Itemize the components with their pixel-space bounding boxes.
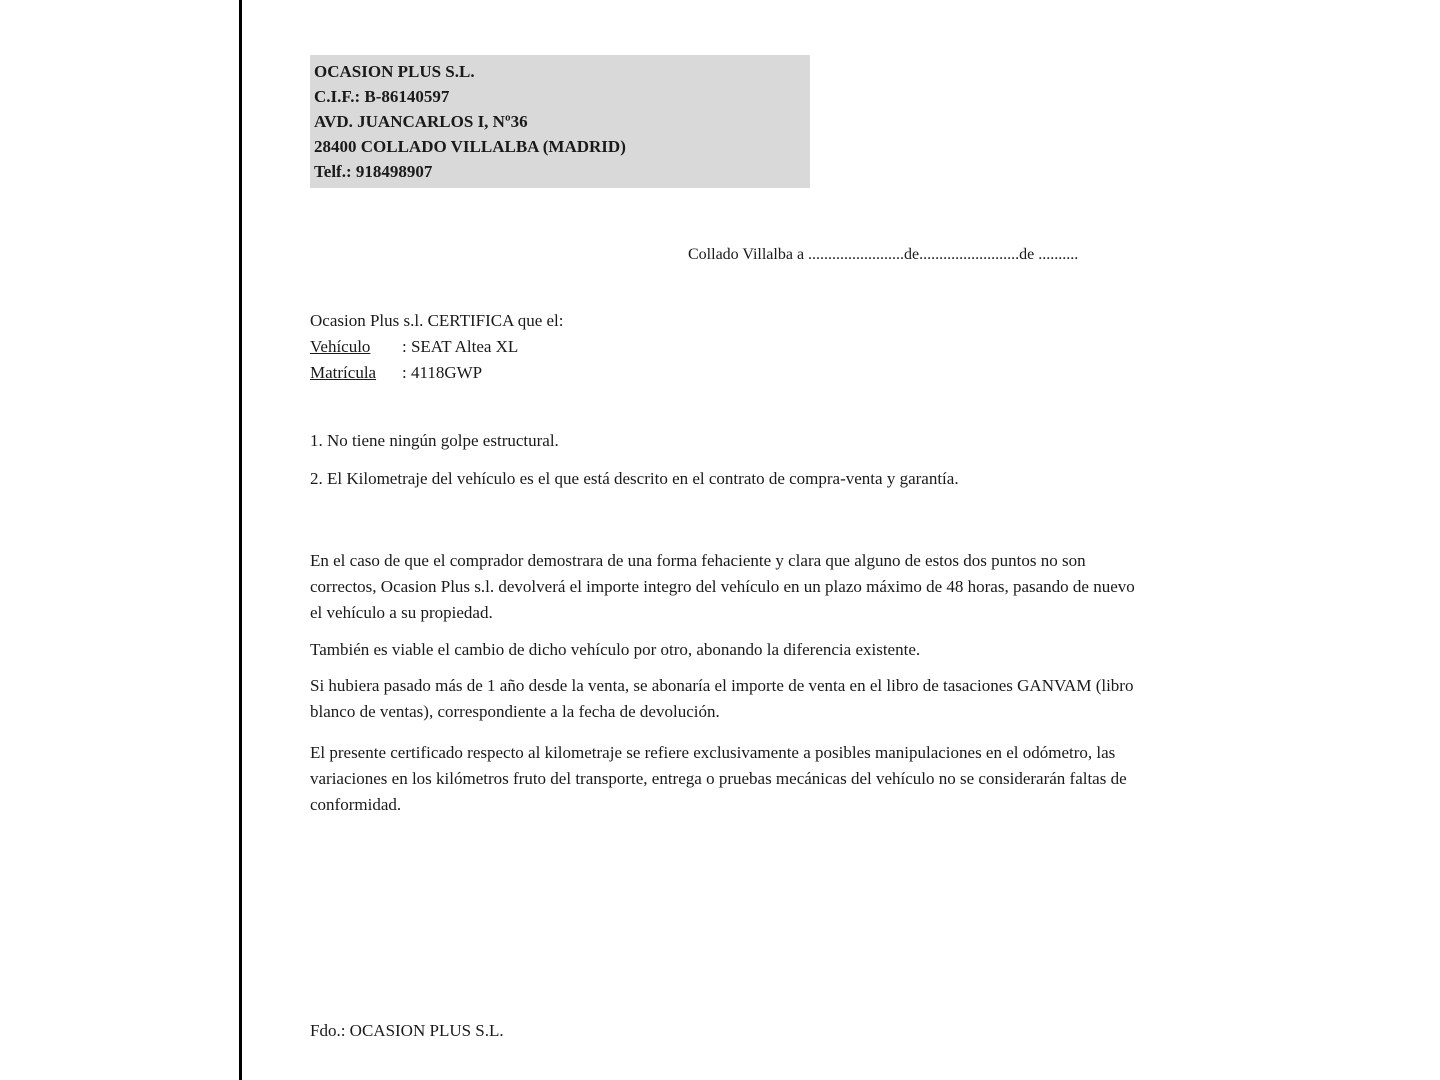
plate-label: Matrícula xyxy=(310,363,377,382)
terms-paragraphs xyxy=(310,548,1150,818)
signature-line: Fdo.: OCASION PLUS S.L. xyxy=(310,1021,504,1040)
plate-row xyxy=(310,360,1150,386)
company-phone: Telf.: 918498907 xyxy=(314,162,433,181)
company-cif: C.I.F.: B-86140597 xyxy=(314,87,450,106)
point-2: 2. El Kilometraje del vehículo es el que está descrito en el contrato de compra-venta y garantía. xyxy=(310,469,959,488)
letter-body xyxy=(310,0,1150,1044)
company-address: AVD. JUANCARLOS I, Nº36 xyxy=(314,112,528,131)
plate-value: : 4118GWP xyxy=(402,363,483,382)
date-line: Collado Villalba a ........................de.........................de .......... xyxy=(688,246,1079,263)
vehicle-label: Vehículo xyxy=(310,337,371,356)
vehicle-label-cell xyxy=(310,334,402,360)
company-name: OCASION PLUS S.L. xyxy=(314,62,475,81)
company-header-block xyxy=(310,55,810,188)
page-left-border xyxy=(239,0,242,1080)
paragraph-odometer: El presente certificado respecto al kilometraje se refiere exclusivamente a posibles manipulaciones en el odómetro, las variaciones en los kilómetros fruto del transporte, entrega o pruebas mecánicas del vehículo no se considerarán faltas de conformidad. xyxy=(310,743,1127,814)
vehicle-row xyxy=(310,334,1150,360)
plate-label-cell xyxy=(310,360,402,386)
paragraph-exchange: También es viable el cambio de dicho vehículo por otro, abonando la diferencia existente. xyxy=(310,640,921,659)
certified-points xyxy=(310,428,1150,492)
certify-intro: Ocasion Plus s.l. CERTIFICA que el: xyxy=(310,311,564,330)
paragraph-refund: En el caso de que el comprador demostrara de una forma fehaciente y clara que alguno de estos dos puntos no son correctos, Ocasion Plus s.l. devolverá el importe integro del vehículo en un plazo máximo de 48 horas, pasando de nuevo el vehículo a su propiedad. xyxy=(310,551,1135,622)
paragraph-ganvam: Si hubiera pasado más de 1 año desde la venta, se abonaría el importe de venta en el libro de tasaciones GANVAM (libro blanco de ventas), correspondiente a la fecha de devolución. xyxy=(310,676,1134,721)
vehicle-value: : SEAT Altea XL xyxy=(402,337,519,356)
company-city: 28400 COLLADO VILLALBA (MADRID) xyxy=(314,137,626,156)
point-1: 1. No tiene ningún golpe estructural. xyxy=(310,431,559,450)
